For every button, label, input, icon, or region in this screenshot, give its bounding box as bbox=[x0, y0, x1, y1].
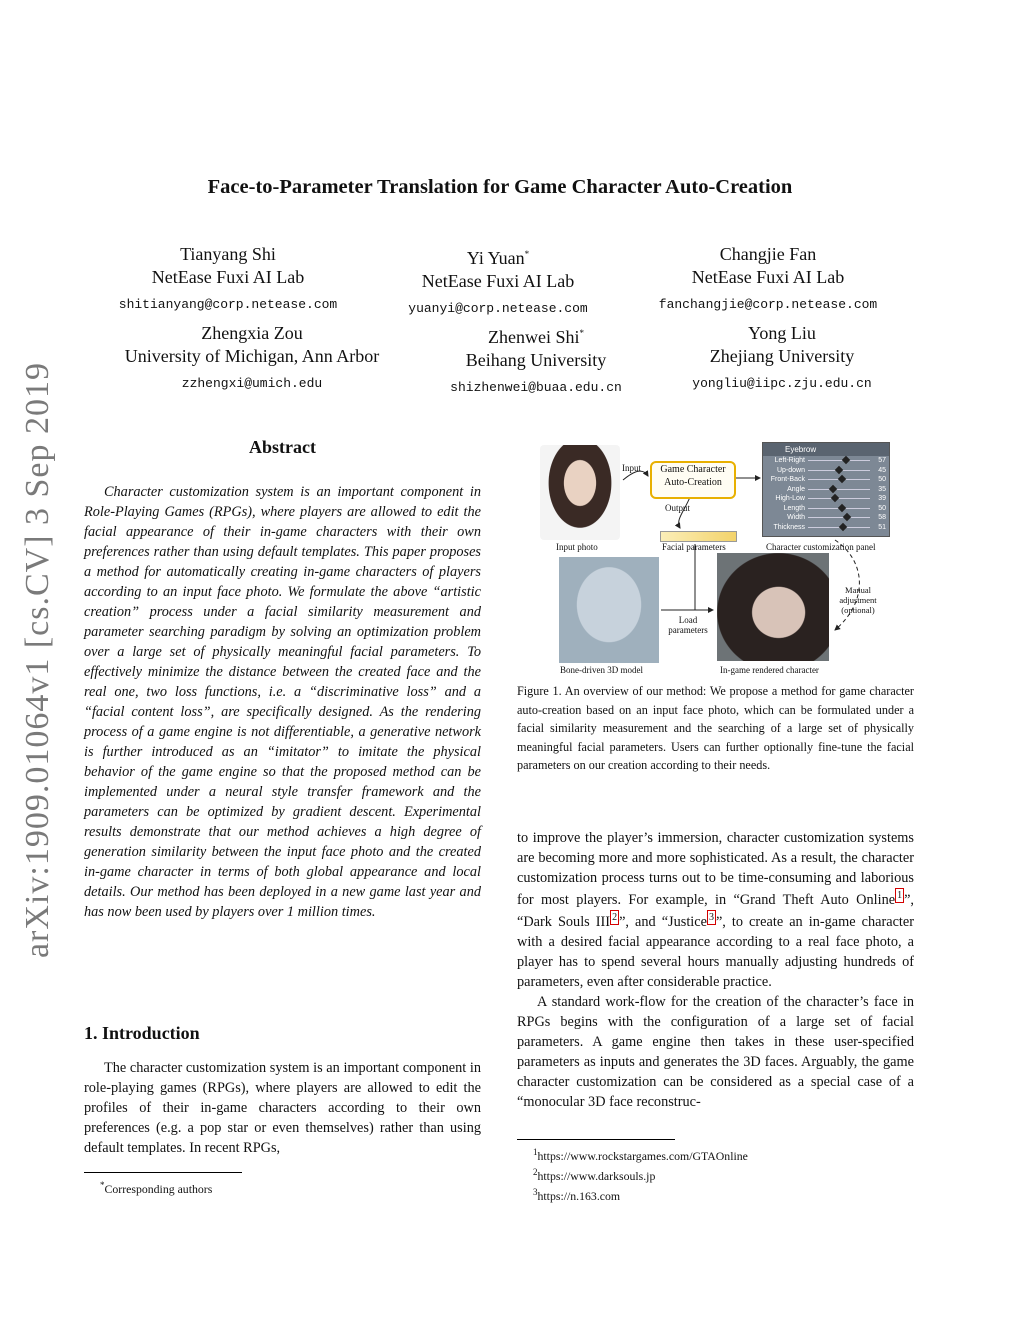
panel-slider-row bbox=[763, 494, 889, 504]
label-output: Output bbox=[665, 503, 691, 513]
slider-label: Front-Back bbox=[770, 476, 805, 484]
slider-knob bbox=[838, 475, 846, 483]
label-load: Load parameters bbox=[668, 615, 708, 635]
slider-value: 50 bbox=[878, 476, 886, 484]
label-manual: Manual adjustment (optional) bbox=[839, 585, 877, 615]
author-name: Zhenwei Shi bbox=[488, 327, 580, 347]
footnote-url[interactable]: https://www.rockstargames.com/GTAOnline bbox=[537, 1148, 748, 1163]
footnote-list bbox=[533, 1144, 748, 1204]
author-name: Yong Liu bbox=[748, 323, 816, 343]
slider-value: 58 bbox=[878, 514, 886, 522]
slider-knob bbox=[842, 456, 850, 464]
slider-label: Length bbox=[783, 504, 805, 512]
author-email[interactable]: zzhengxi@umich.edu bbox=[181, 376, 323, 391]
footnote-url[interactable]: https://www.darksouls.jp bbox=[537, 1168, 656, 1183]
slider-value: 57 bbox=[878, 457, 886, 465]
auto-creation-box: Game Character Auto-Creation bbox=[650, 461, 736, 499]
slider-track bbox=[808, 470, 870, 471]
slider-track bbox=[808, 498, 870, 499]
slider-knob bbox=[843, 513, 851, 521]
footnote-rule bbox=[84, 1172, 242, 1173]
abstract-heading: Abstract bbox=[249, 437, 316, 457]
slider-knob bbox=[838, 523, 846, 531]
footnote-rule bbox=[517, 1139, 675, 1140]
section-heading: 1. Introduction bbox=[84, 1023, 200, 1043]
label-panel: Character customization panel bbox=[766, 542, 876, 552]
text-run: ”, “Dark Souls III bbox=[517, 891, 914, 930]
slider-value: 35 bbox=[878, 485, 886, 493]
panel-slider-row bbox=[763, 513, 889, 523]
slider-label: Angle bbox=[787, 485, 805, 493]
abstract-body bbox=[84, 482, 481, 922]
abstract-text: Character customization system is an important component in Role-Playing Games (RPGs), where players are allowed to edit the facial appearance of their in-game characters with their own preferences rather than using default templates. This paper proposes a method for automatically creating in-game characters of players according to an input face photo. We formulate the above “artistic creation” process under a facial similarity measurement and parameter searching paradigm by solving an optimization problem over a large set of physically meaningful facial parameters. To effectively minimize the distance between the created face and the real one, two loss functions, i.e. a “discriminative loss” and a “facial content loss”, are specifically designed. As the rendering process of a game engine is not differentiable, a generative network is further introduced as an “imitator” to imitate the physical behavior of the game engine so that the proposed method can be implemented under a neural style transfer framework and the parameters can be optimized by gradient descent. Experimental results demonstrate that our method achieves a high degree of generation similarity between the input face photo and the created in-game character in terms of both global appearance and local details. Our method has been deployed in a new game last year and has now been used by players over 1 million times. bbox=[84, 484, 481, 920]
paragraph: The character customization system is an important component in role-playing games (RPGs), where players are allowed to edit the profiles of their in-game characters according to their own preferences (e.g. a pop star or even themselves) rather than using default templates. In recent RPGs, bbox=[84, 1060, 481, 1156]
slider-knob bbox=[831, 494, 839, 502]
label-input: Input bbox=[622, 463, 641, 473]
author-email[interactable]: fanchangjie@corp.netease.com bbox=[658, 297, 878, 312]
author-block bbox=[348, 243, 648, 316]
label-render: In-game rendered character bbox=[720, 665, 819, 675]
footnote-mark: * bbox=[100, 1180, 105, 1190]
corresponding-mark: * bbox=[579, 328, 584, 338]
corresponding-mark: * bbox=[524, 249, 530, 259]
slider-label: Up-down bbox=[776, 466, 805, 474]
author-affiliation: Beihang University bbox=[465, 350, 607, 370]
right-column-body bbox=[517, 828, 914, 1112]
author-name: Yi Yuan bbox=[466, 248, 525, 268]
slider-track bbox=[808, 489, 870, 490]
footnote-item bbox=[533, 1184, 748, 1204]
paper-title: Face-to-Parameter Translation for Game Character Auto-Creation bbox=[207, 176, 793, 198]
author-affiliation: NetEase Fuxi AI Lab bbox=[421, 271, 575, 291]
paragraph bbox=[517, 828, 914, 992]
footnote-number: 1 bbox=[533, 1147, 538, 1157]
slider-track bbox=[808, 460, 870, 461]
panel-slider-row bbox=[763, 523, 889, 533]
author-block bbox=[632, 322, 932, 391]
slider-label: High-Low bbox=[775, 495, 805, 503]
text-run: ”, to create an in-game character with a desired facial appearance according to a real face photo, a player has to spend several hours manually adjusting hundreds of parameters, even after considerable practice. bbox=[517, 913, 914, 990]
slider-track bbox=[808, 508, 870, 509]
footnote-item bbox=[533, 1164, 748, 1184]
slider-track bbox=[808, 517, 870, 518]
arxiv-stamp: arXiv:1909.01064v1 [cs.CV] 3 Sep 2019 bbox=[19, 361, 56, 959]
footnote-text: Corresponding authors bbox=[104, 1181, 213, 1196]
author-email[interactable]: shitianyang@corp.netease.com bbox=[118, 297, 338, 312]
paragraph: A standard work-flow for the creation of the character’s face in RPGs begins with the configuration of a large set of facial parameters. A game engine then takes in these user-specified parameters as inputs and generates the 3D faces. Arguably, the game character customization can be considered as a special case of a “monocular 3D face reconstruc- bbox=[517, 993, 914, 1110]
footnote-item bbox=[533, 1144, 748, 1164]
panel-slider-row bbox=[763, 485, 889, 495]
slider-value: 51 bbox=[878, 523, 886, 531]
panel-title: Eyebrow bbox=[763, 443, 889, 456]
slider-track bbox=[808, 527, 870, 528]
author-name: Tianyang Shi bbox=[180, 244, 276, 264]
author-affiliation: NetEase Fuxi AI Lab bbox=[151, 267, 305, 287]
label-input-photo: Input photo bbox=[556, 542, 598, 552]
footnote-ref[interactable]: 1 bbox=[897, 890, 903, 901]
author-affiliation: Zhejiang University bbox=[709, 346, 855, 366]
author-affiliation: University of Michigan, Ann Arbor bbox=[124, 346, 380, 366]
slider-value: 39 bbox=[878, 495, 886, 503]
author-name: Changjie Fan bbox=[719, 244, 817, 264]
bone-driven-3d-model bbox=[559, 557, 659, 663]
panel-slider-row bbox=[763, 456, 889, 466]
author-block bbox=[102, 322, 402, 391]
text-run: ”, and “Justice bbox=[619, 913, 707, 930]
author-block bbox=[78, 243, 378, 312]
footnote-ref[interactable]: 2 bbox=[612, 911, 618, 923]
slider-label: Left-Right bbox=[774, 457, 805, 465]
intro-body bbox=[84, 1058, 481, 1158]
slider-knob bbox=[835, 466, 843, 474]
footnote-corresponding bbox=[100, 1177, 212, 1197]
text-run: to improve the player’s immersion, character customization systems are becoming more and more sophisticated. As a result, the character customization process turns out to be time-consuming and laborious for most players. For example, in “Grand Theft Auto Online bbox=[517, 830, 914, 908]
slider-value: 45 bbox=[878, 466, 886, 474]
footnote-ref[interactable]: 3 bbox=[708, 911, 714, 923]
customization-panel bbox=[762, 442, 890, 537]
slider-knob bbox=[838, 504, 846, 512]
author-name: Zhengxia Zou bbox=[201, 323, 303, 343]
author-affiliation: NetEase Fuxi AI Lab bbox=[691, 267, 845, 287]
slider-label: Width bbox=[787, 514, 805, 522]
facial-parameters-bar bbox=[660, 531, 737, 542]
input-photo bbox=[540, 445, 620, 540]
panel-slider-row bbox=[763, 466, 889, 476]
footnote-number: 3 bbox=[533, 1186, 538, 1197]
author-email[interactable]: shizhenwei@buaa.edu.cn bbox=[450, 380, 622, 395]
footnote-number: 2 bbox=[533, 1166, 538, 1177]
footnote-url[interactable]: https://n.163.com bbox=[537, 1188, 621, 1203]
author-block bbox=[618, 243, 918, 312]
panel-slider-row bbox=[763, 504, 889, 514]
label-facial-parameters: Facial parameters bbox=[662, 542, 726, 552]
slider-value: 50 bbox=[878, 504, 886, 512]
label-model: Bone-driven 3D model bbox=[560, 665, 643, 675]
slider-knob bbox=[828, 485, 836, 493]
slider-label: Thickness bbox=[773, 523, 805, 531]
panel-slider-row bbox=[763, 475, 889, 485]
rendered-character bbox=[717, 553, 829, 661]
author-email[interactable]: yongliu@iipc.zju.edu.cn bbox=[692, 376, 872, 391]
author-email[interactable]: yuanyi@corp.netease.com bbox=[408, 301, 588, 316]
slider-track bbox=[808, 479, 870, 480]
figure-caption: Figure 1. An overview of our method: We propose a method for game character auto-creation based on an input face photo, which can be formulated under a facial similarity measurement and the searching of a large set of physically meaningful facial parameters. Users can further optionally fine-tune the facial parameters on our creation according to their needs. bbox=[517, 684, 914, 772]
panel-rows bbox=[763, 456, 889, 532]
